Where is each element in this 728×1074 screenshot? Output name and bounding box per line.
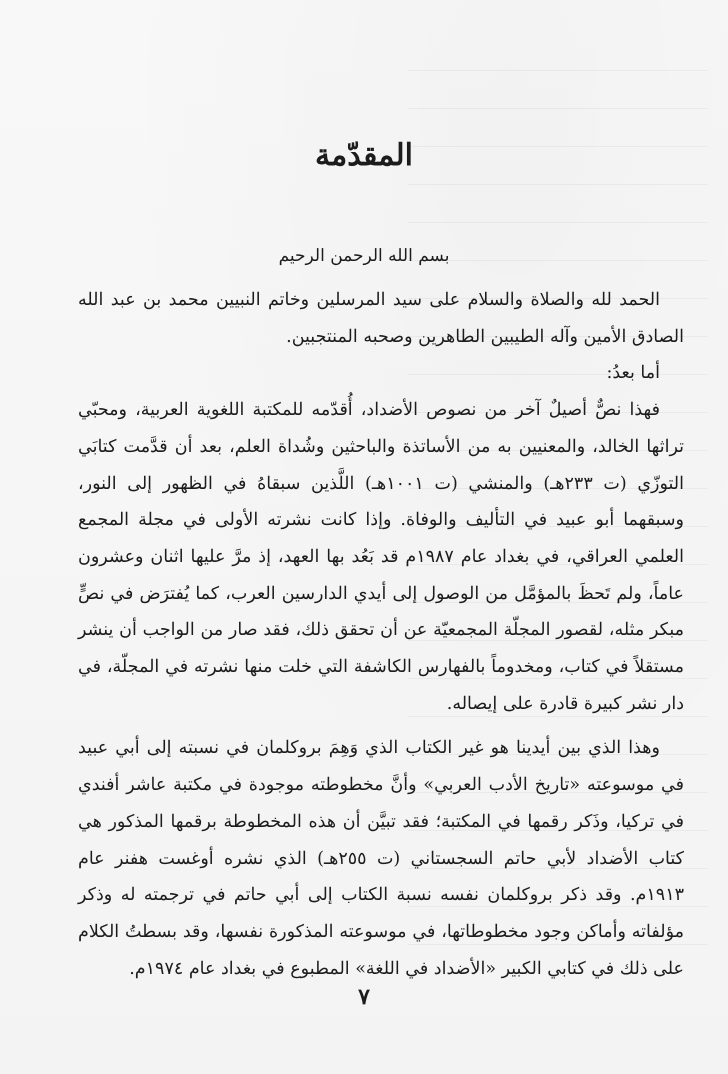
- paragraph-brockelmann: وهذا الذي بين أيدينا هو غير الكتاب الذي وَهِمَ بروكلمان في نسبته إلى أبي عبيد في موسوعته «تاريخ الأدب العربي» وأنَّ مخطوطته موجودة في مكتبة عاشر أفندي في تركيا، وذَكر رقمها في المكتبة؛ فقد تبيَّن أن هذه المخطوطة برقمها المذكور هي كتاب الأضداد لأبي حاتم السجستاني (ت ٢٥٥هـ) الذي نشره أوغست هفنر عام ١٩١٣م. وقد ذكر بروكلمان نفسه نسبة الكتاب إلى أبي حاتم في ترجمته له وذكر مؤلفاته وأماكن وجود مخطوطاتها، في موسوعته المذكورة نفسها، وقد بسطتُ الكلام على ذلك في كتابي الكبير «الأضداد في اللغة» المطبوع في بغداد عام ١٩٧٤م.: [78, 738, 684, 979]
- page-number: ٧: [358, 984, 370, 1010]
- page-title: المقدّمة: [315, 138, 413, 173]
- paragraph-amma-baad: أما بعدُ:: [606, 363, 660, 384]
- basmala: بسم الله الرحمن الرحيم: [278, 246, 450, 266]
- body-text: [78, 282, 684, 987]
- paragraph-praise: الحمد لله والصلاة والسلام على سيد المرسلين وخاتم النبيين محمد بن عبد الله الصادق الأمين وآله الطيبين الطاهرين وصحبه المنتجبين.: [78, 290, 684, 347]
- paragraph-intro: فهذا نصٌّ أصيلٌ آخر من نصوص الأضداد، أُقدّمه للمكتبة اللغوية العربية، ومحبّي تراثها الخالد، والمعنيين به من الأساتذة والباحثين وشُداة العلم، بعد أن قدَّمت كتابَي التوزّي (ت ٢٣٣هـ) والمنشي (ت ١٠٠١هـ) اللَّذين سبقاهُ في الظهور إلى النور، وسبقهما أبو عبيد في التأليف والوفاة. وإذا كانت نشرته الأولى في مجلة المجمع العلمي العراقي، في بغداد عام ١٩٨٧م قد بَعُد بها العهد، إذ مرَّ عليها اثنان وعشرون عاماً، ولم تَحظَ بالمؤمَّل من الوصول إلى أيدي الدارسين العرب، كما يُفترَض في نصٍّ مبكر مثله، لقصور المجلّة المجمعيّة عن أن تحقق ذلك، فقد صار من الواجب أن ينشر مستقلاً في كتاب، ومخدوماً بالفهارس الكاشفة التي خلت منها نشرته في المجلّة، في دار نشر كبيرة قادرة على إيصاله.: [78, 400, 684, 714]
